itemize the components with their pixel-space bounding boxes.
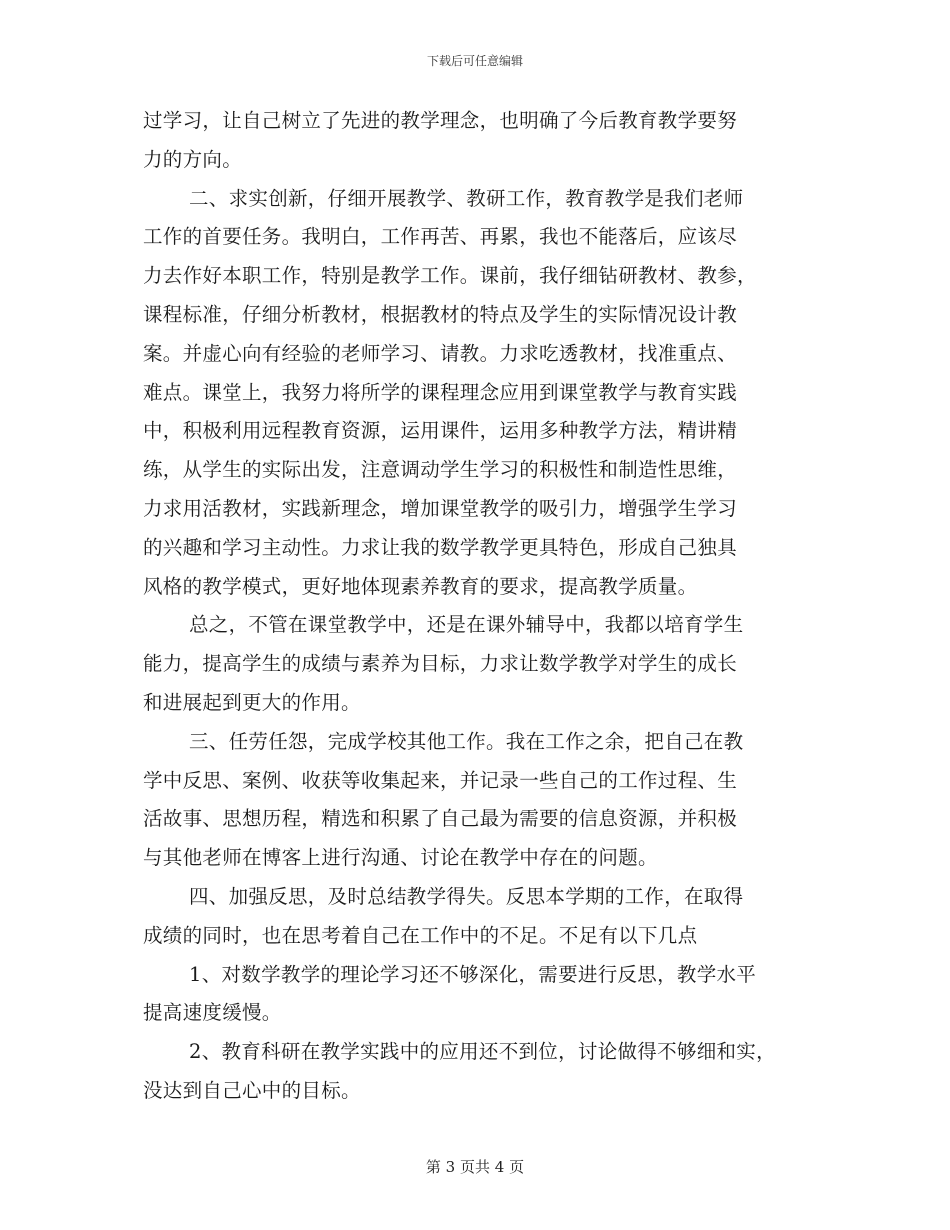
text-line: 总之，不管在课堂教学中，还是在课外辅导中，我都以培育学生 <box>189 613 744 637</box>
text-line: 力的方向。 <box>143 147 243 171</box>
text-line: 提高速度缓慢。 <box>143 1001 282 1025</box>
text-line: 与其他老师在博客上进行沟通、讨论在教学中存在的问题。 <box>143 846 658 870</box>
text-line: 工作的首要任务。我明白，工作再苦、再累，我也不能落后，应该尽 <box>143 225 738 249</box>
text-line: 三、任劳任怨，完成学校其他工作。我在工作之余，把自己在教 <box>189 729 744 753</box>
text-line: 力求用活教材，实践新理念，增加课堂教学的吸引力，增强学生学习 <box>143 496 738 520</box>
page-header: 下载后可任意编辑 <box>426 54 523 68</box>
text-line: 中，积极利用远程教育资源，运用课件，运用多种教学方法，精讲精 <box>143 419 738 443</box>
page-number: 第 3 页共 4 页 <box>425 1158 525 1176</box>
text-line: 活故事、思想历程，精选和积累了自己最为需要的信息资源，并积极 <box>143 807 738 831</box>
text-line: 的兴趣和学习主动性。力求让我的数学教学更具特色，形成自己独具 <box>143 535 738 559</box>
text-line: 力去作好本职工作，特别是教学工作。课前，我仔细钻研教材、教参， <box>143 264 757 288</box>
text-line: 能力，提高学生的成绩与素养为目标，力求让数学教学对学生的成长 <box>143 652 738 676</box>
text-line: 案。并虚心向有经验的老师学习、请教。力求吃透教材，找准重点、 <box>143 341 738 365</box>
text-line: 学中反思、案例、收获等收集起来，并记录一些自己的工作过程、生 <box>143 768 738 792</box>
text-line: 过学习，让自己树立了先进的教学理念，也明确了今后教育教学要努 <box>143 109 738 132</box>
text-line: 难点。课堂上，我努力将所学的课程理念应用到课堂教学与教育实践 <box>143 380 738 404</box>
text-line: 二、求实创新，仔细开展教学、教研工作，教育教学是我们老师 <box>189 186 744 210</box>
text-line: 成绩的同时，也在思考着自己在工作中的不足。不足有以下几点 <box>143 923 698 947</box>
text-line: 1、对数学教学的理论学习还不够深化，需要进行反思，教学水平 <box>189 962 757 986</box>
text-line: 2、教育科研在教学实践中的应用还不到位，讨论做得不够细和实， <box>189 1040 776 1064</box>
document-body <box>143 102 815 1111</box>
text-line: 练，从学生的实际出发，注意调动学生学习的积极性和制造性思维， <box>143 458 738 482</box>
text-line: 风格的教学模式，更好地体现素养教育的要求，提高教学质量。 <box>143 574 698 598</box>
text-line: 课程标准，仔细分析教材，根据教材的特点及学生的实际情况设计教 <box>143 302 738 326</box>
text-line: 没达到自己心中的目标。 <box>143 1078 361 1102</box>
text-line: 和进展起到更大的作用。 <box>143 690 361 714</box>
text-line: 四、加强反思，及时总结教学得失。反思本学期的工作，在取得 <box>189 884 744 908</box>
